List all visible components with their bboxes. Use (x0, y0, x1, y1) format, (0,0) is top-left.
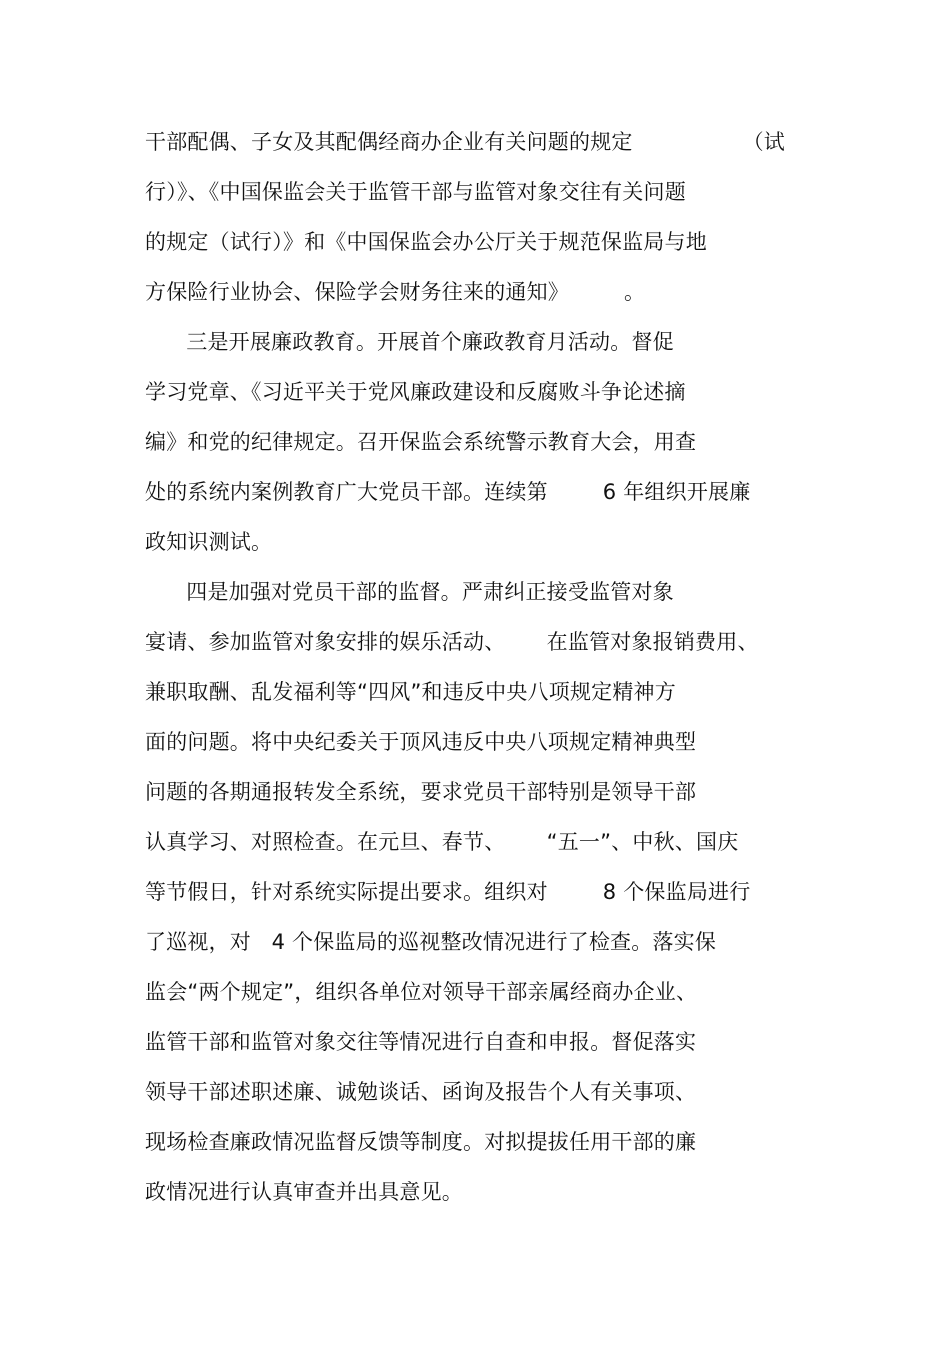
text-line: 面的问题。将中央纪委关于顶风违反中央八项规定精神典型 (145, 730, 697, 754)
text-line: 兼职取酬、乱发福利等“四风”和违反中央八项规定精神方 (145, 680, 676, 704)
text-line: 监会“两个规定”，组织各单位对领导干部亲属经商办企业、 (145, 980, 698, 1004)
text-line: 了巡视，对 4 个保监局的巡视整改情况进行了检查。落实保 (145, 930, 717, 954)
text-line: 领导干部述职述廉、诚勉谈话、函询及报告个人有关事项、 (145, 1080, 697, 1104)
text-line: 处的系统内案例教育广大党员干部。连续第 6 年组织开展廉 (145, 480, 751, 504)
text-line: 问题的各期通报转发全系统，要求党员干部特别是领导干部 (145, 780, 697, 804)
text-line: 编》和党的纪律规定。召开保监会系统警示教育大会，用查 (145, 430, 697, 454)
text-line: 宴请、参加监管对象安排的娱乐活动、 在监管对象报销费用、 (145, 630, 759, 654)
text-line: 的规定（试行）》和《中国保监会办公厅关于规范保监局与地 (145, 230, 707, 254)
text-line: 干部配偶、子女及其配偶经商办企业有关问题的规定 （试 (145, 130, 786, 154)
paragraph-start-line: 四是加强对党员干部的监督。严肃纠正接受监管对象 (145, 580, 674, 604)
paragraph-start-line: 三是开展廉政教育。开展首个廉政教育月活动。督促 (145, 330, 674, 354)
text-line: 学习党章、《习近平关于党风廉政建设和反腐败斗争论述摘 (145, 380, 686, 404)
text-line: 政知识测试。 (145, 530, 273, 554)
text-line: 等节假日，针对系统实际提出要求。组织对 8 个保监局进行 (145, 880, 751, 904)
text-line: 认真学习、对照检查。在元旦、春节、 “五一”、中秋、国庆 (145, 830, 739, 854)
text-line: 现场检查廉政情况监督反馈等制度。对拟提拔任用干部的廉 (145, 1130, 697, 1154)
text-line: 监管干部和监管对象交往等情况进行自查和申报。督促落实 (145, 1030, 697, 1054)
text-line: 行）》、《中国保监会关于监管干部与监管对象交往有关问题 (145, 180, 686, 204)
text-line: 方保险行业协会、保险学会财务往来的通知》 。 (145, 280, 646, 304)
text-line: 政情况进行认真审查并出具意见。 (145, 1180, 463, 1204)
